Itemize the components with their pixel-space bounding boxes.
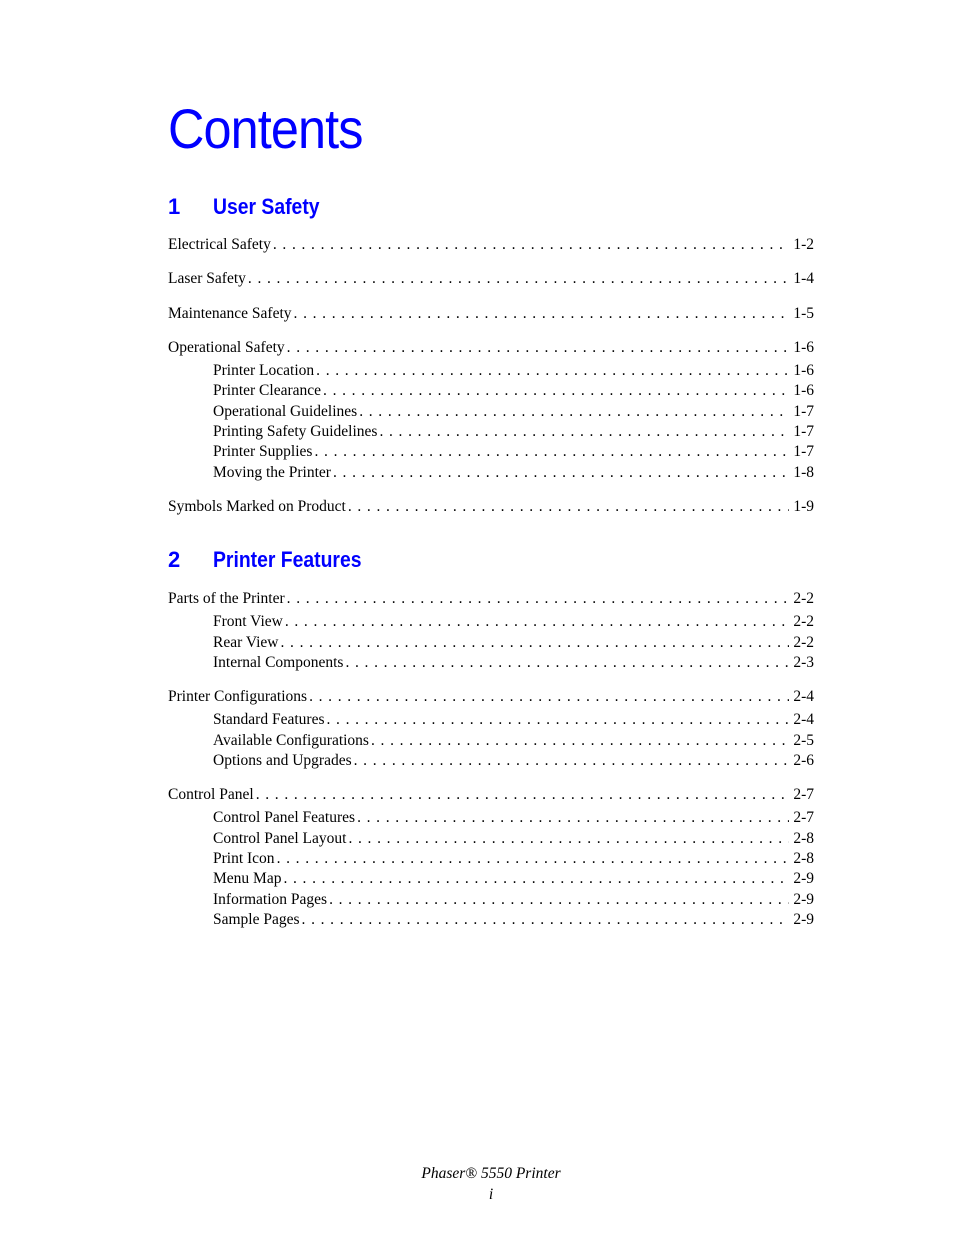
toc-subentry[interactable] — [213, 422, 814, 442]
toc-leader-dots — [348, 829, 789, 849]
toc-subentry[interactable] — [213, 361, 814, 381]
toc-entry-label: Operational Safety — [168, 339, 285, 356]
toc-subentry[interactable] — [213, 751, 814, 771]
toc-page-number: 1-4 — [793, 270, 814, 287]
toc-leader-dots — [316, 361, 789, 381]
toc-page-number: 2-2 — [793, 613, 814, 630]
toc-page-number: 1-2 — [793, 236, 814, 253]
toc-page-number: 2-2 — [793, 634, 814, 651]
toc-leader-dots — [294, 304, 790, 324]
toc-page-number: 2-4 — [793, 688, 814, 705]
toc-entry-label: Printer Clearance — [213, 382, 322, 399]
toc-entry-label: Front View — [213, 613, 283, 630]
toc-page-number: 1-7 — [793, 443, 814, 460]
toc-page-number: 1-8 — [793, 464, 814, 481]
toc-subentry[interactable] — [213, 653, 814, 673]
toc-entry[interactable] — [168, 497, 814, 517]
toc-page-number: 2-6 — [793, 752, 814, 769]
toc-entry-label: Printer Configurations — [168, 688, 308, 705]
toc-leader-dots — [326, 710, 789, 730]
toc-leader-dots — [348, 497, 790, 517]
toc-page-number: 1-6 — [793, 339, 814, 356]
toc-page-number: 2-7 — [793, 786, 814, 803]
toc-entry-label: Control Panel Features — [213, 809, 356, 826]
toc-leader-dots — [248, 269, 789, 289]
toc-leader-dots — [314, 442, 789, 462]
toc-subentry[interactable] — [213, 869, 814, 889]
toc-entry-label: Standard Features — [213, 711, 325, 728]
chapter-number: 2 — [168, 547, 181, 572]
toc-entry[interactable] — [168, 687, 814, 707]
toc-entry[interactable] — [168, 269, 814, 289]
page-title: Contents — [168, 97, 363, 160]
toc-subentry[interactable] — [213, 910, 814, 930]
toc-leader-dots — [273, 235, 789, 255]
toc-entry-label: Information Pages — [213, 891, 328, 908]
toc-leader-dots — [287, 589, 790, 609]
toc-page-number: 2-2 — [793, 590, 814, 607]
toc-entry-label: Sample Pages — [213, 911, 300, 928]
toc-leader-dots — [379, 422, 789, 442]
footer-page-number: i — [488, 1186, 494, 1203]
toc-entry[interactable] — [168, 589, 814, 609]
toc-page-number: 2-9 — [793, 870, 814, 887]
toc-entry-label: Symbols Marked on Product — [168, 498, 346, 515]
toc-entry-label: Electrical Safety — [168, 236, 271, 253]
toc-entry[interactable] — [168, 785, 814, 805]
toc-page-number: 2-3 — [793, 654, 814, 671]
toc-entry[interactable] — [168, 235, 814, 255]
toc-subentry[interactable] — [213, 463, 814, 483]
toc-leader-dots — [323, 381, 789, 401]
toc-subentry[interactable] — [213, 808, 814, 828]
chapter-title: User Safety — [213, 194, 320, 219]
toc-entry-label: Laser Safety — [168, 270, 246, 287]
toc-entry[interactable] — [168, 338, 814, 358]
toc-entry-label: Rear View — [213, 634, 279, 651]
toc-leader-dots — [287, 338, 790, 358]
toc-page-number: 1-7 — [793, 403, 814, 420]
toc-leader-dots — [309, 687, 789, 707]
toc-page-number: 2-9 — [793, 891, 814, 908]
toc-subentry[interactable] — [213, 731, 814, 751]
toc-entry-label: Control Panel Layout — [213, 830, 347, 847]
toc-page-number: 2-7 — [793, 809, 814, 826]
toc-subentry[interactable] — [213, 402, 814, 422]
toc-entry-label: Available Configurations — [213, 732, 369, 749]
toc-entry-label: Printer Supplies — [213, 443, 313, 460]
toc-page-number: 2-8 — [793, 830, 814, 847]
toc-subentry[interactable] — [213, 890, 814, 910]
toc-page-number: 2-5 — [793, 732, 814, 749]
toc-page-number: 2-9 — [793, 911, 814, 928]
toc-leader-dots — [354, 751, 790, 771]
toc-page-number: 1-6 — [793, 362, 814, 379]
toc-leader-dots — [345, 653, 789, 673]
chapter-number: 1 — [168, 194, 181, 219]
toc-entry[interactable] — [168, 304, 814, 324]
toc-entry-label: Printer Location — [213, 362, 315, 379]
toc-entry-label: Maintenance Safety — [168, 305, 292, 322]
toc-leader-dots — [302, 910, 790, 930]
toc-leader-dots — [281, 633, 790, 653]
toc-leader-dots — [329, 890, 789, 910]
toc-subentry[interactable] — [213, 381, 814, 401]
toc-leader-dots — [283, 869, 789, 889]
chapter-title: Printer Features — [213, 547, 362, 572]
toc-leader-dots — [256, 785, 790, 805]
toc-subentry[interactable] — [213, 829, 814, 849]
toc-page-number: 2-8 — [793, 850, 814, 867]
toc-page-number: 1-7 — [793, 423, 814, 440]
toc-subentry[interactable] — [213, 442, 814, 462]
toc-entry-label: Operational Guidelines — [213, 403, 358, 420]
toc-entry-label: Moving the Printer — [213, 464, 331, 481]
toc-leader-dots — [277, 849, 790, 869]
toc-page-number: 1-6 — [793, 382, 814, 399]
toc-page-number: 1-5 — [793, 305, 814, 322]
toc-entry-label: Control Panel — [168, 786, 254, 803]
toc-subentry[interactable] — [213, 633, 814, 653]
toc-page-number: 1-9 — [793, 498, 814, 515]
toc-leader-dots — [333, 463, 789, 483]
toc-subentry[interactable] — [213, 612, 814, 632]
toc-entry-label: Printing Safety Guidelines — [213, 423, 378, 440]
toc-subentry[interactable] — [213, 710, 814, 730]
toc-entry-label: Menu Map — [213, 870, 282, 887]
toc-leader-dots — [371, 731, 789, 751]
toc-entry-label: Print Icon — [213, 850, 275, 867]
toc-leader-dots — [285, 612, 790, 632]
footer-product-name: Phaser® 5550 Printer — [421, 1165, 561, 1182]
toc-entry-label: Parts of the Printer — [168, 590, 285, 607]
toc-entry-label: Internal Components — [213, 654, 344, 671]
toc-leader-dots — [359, 402, 789, 422]
toc-entry-label: Options and Upgrades — [213, 752, 352, 769]
toc-subentry[interactable] — [213, 849, 814, 869]
toc-leader-dots — [357, 808, 789, 828]
toc-page-number: 2-4 — [793, 711, 814, 728]
